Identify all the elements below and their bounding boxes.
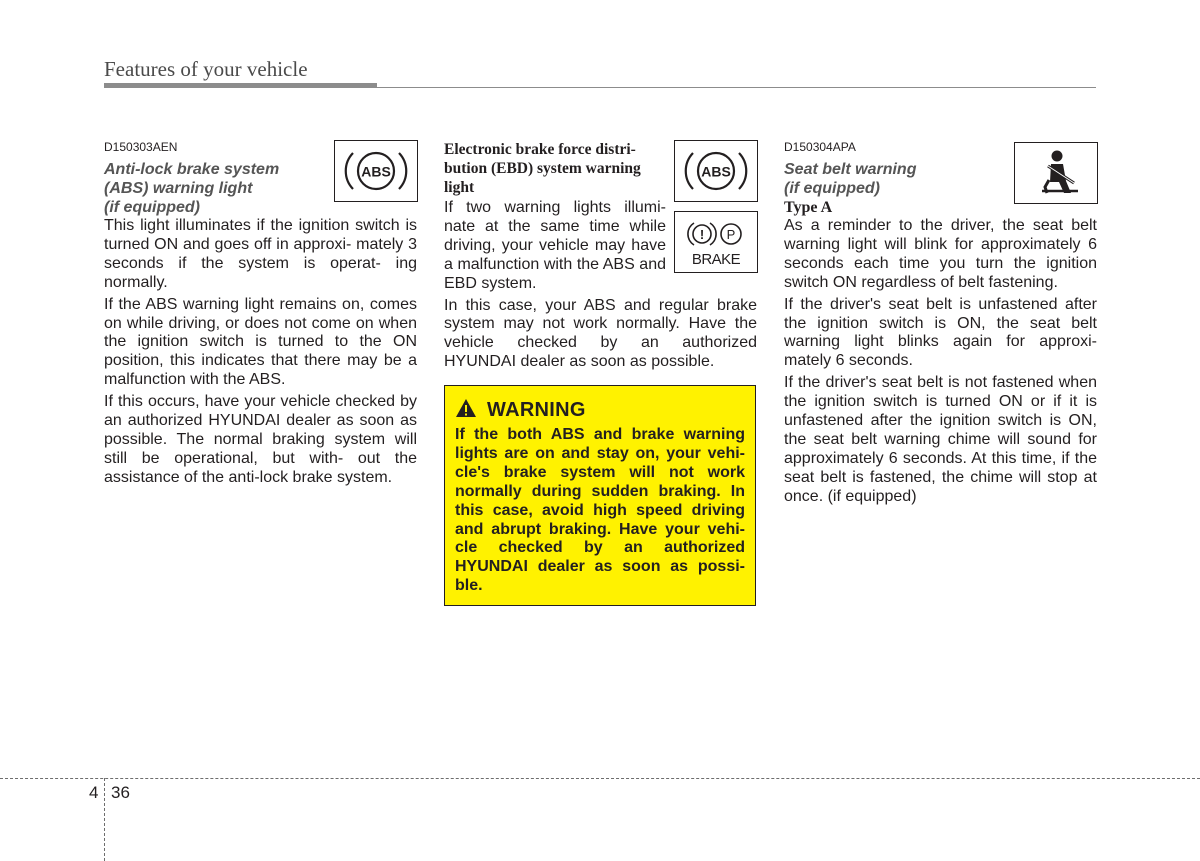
page-header-title: Features of your vehicle [104,57,308,81]
brake-parking-symbol: P [726,227,736,242]
warning-triangle-icon [455,398,477,423]
body-paragraph: If two warning lights illumi- nate at the same time while driving, your vehicle may have a malfunction with the ABS and EBD system. [444,199,666,292]
section-subtitle-line: (if equipped) [104,199,200,216]
header-rule [104,83,377,88]
abs-warning-light-icon [334,140,418,202]
body-paragraph: This light illuminates if the ignition switch is turned ON and goes off in approxi- mately 3 seconds if the system is operat- ing normally. [104,217,417,291]
section-subtitle-line: light [444,179,475,196]
header-rule-thin [377,87,1096,88]
body-paragraph: In this case, your ABS and regular brake system may not work normally. Have the vehicle checked by an authorized HYUNDAI dealer as soon as possible. [444,296,757,371]
section-subtitle-line: bution (EBD) system warning [444,160,641,177]
page-number: 36 [111,783,130,802]
warning-title: WARNING [487,399,586,421]
body-paragraph: If the ABS warning light remains on, comes on while driving, or does not come on when the ignition switch is turned to the ON position, this indicates that there may be a malfunction with the ABS. [104,295,417,389]
section-subtitle-line: Anti-lock brake system [104,161,280,178]
section-subtitle-line: (ABS) warning light [104,180,253,197]
seat-belt-icon [1014,142,1098,204]
body-paragraph: If the driver's seat belt is unfastened after the ignition switch is ON, the seat belt warning light blinks again for approxi- mately 6 seconds. [784,295,1097,370]
type-label: Type A [784,199,833,216]
brake-icon-label: BRAKE [691,251,741,268]
warning-text: If the both ABS and brake warning lights are on and stay on, your vehi- cle's brake system will not work normally during sudden braking. In this case, avoid high speed driving and abrupt braking. Have your vehi- cle checked by an authorized HYUNDAI dealer as soon as possi- ble. [455,426,745,595]
brake-warning-light-icon [674,211,758,273]
abs-icon-label: ABS [361,163,391,180]
section-subtitle-line: (if equipped) [784,180,880,197]
footer-divider [0,778,1200,779]
abs-icon-label: ABS [701,163,731,180]
section-subtitle-line: Seat belt warning [784,161,917,178]
body-paragraph: If the driver's seat belt is not fastened when the ignition switch is turned ON or if it is unfastened after the ignition switch is ON, the seat belt warning chime will sound for approximately 6 seconds. At this time, if the seat belt is fastened, the chime will stop at once. (if equipped) [784,374,1097,505]
body-paragraph: As a reminder to the driver, the seat belt warning light will blink for approximately 6 seconds each time you turn the ignition switch ON regardless of belt fastening. [784,217,1097,291]
abs-warning-light-icon [674,140,758,202]
body-paragraph: If this occurs, have your vehicle checked by an authorized HYUNDAI dealer as soon as possible. The normal braking system will still be operational, but with- out the assistance of the anti-lock brake system. [104,393,417,486]
chapter-number: 4 [89,783,99,802]
footer-divider-vertical [104,778,105,861]
section-subtitle-line: Electronic brake force distri- [444,141,636,158]
section-code: D150304APA [784,140,856,154]
section-code: D150303AEN [104,140,178,154]
warning-box [444,385,756,606]
brake-exclamation-symbol: ! [699,227,705,242]
